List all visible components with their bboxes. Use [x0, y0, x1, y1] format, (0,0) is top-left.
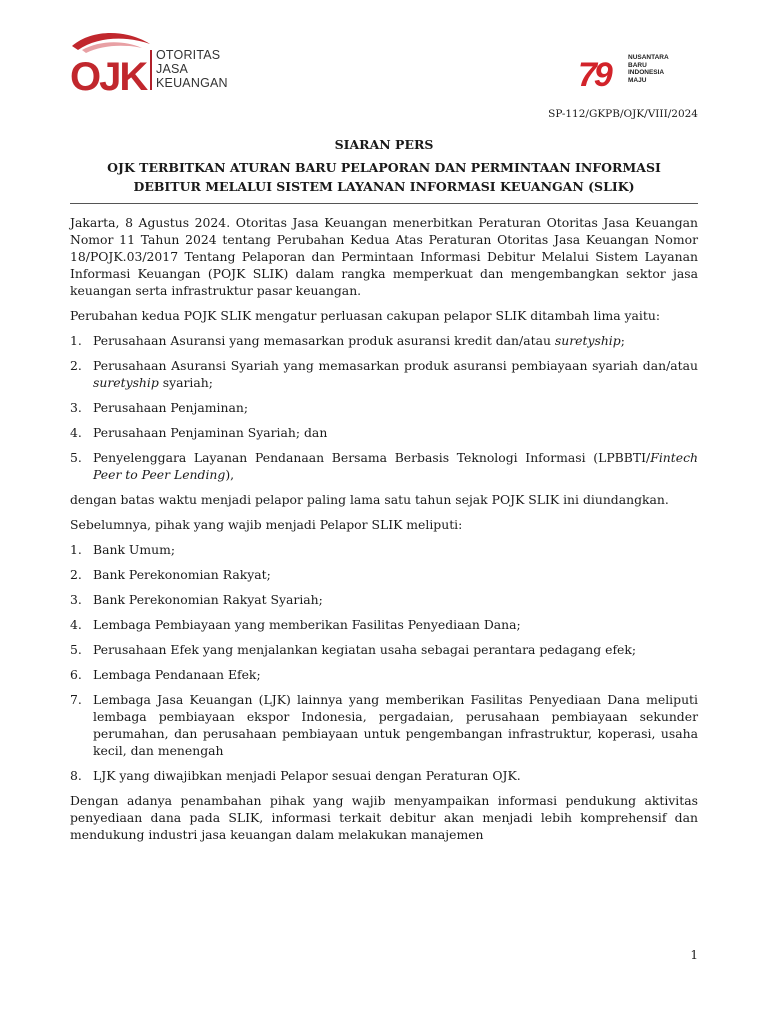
- paragraph-previous: Sebelumnya, pihak yang wajib menjadi Pelapor SLIK meliputi:: [70, 517, 463, 532]
- list-item: 1. Perusahaan Asuransi yang memasarkan produk asuransi kredit dan/atau suretyship;: [70, 333, 625, 348]
- headline-line-1: OJK TERBITKAN ATURAN BARU PELAPORAN DAN PERMINTAAN INFORMASI: [107, 160, 661, 175]
- ojk-org-line-3: KEUANGAN: [156, 76, 228, 90]
- headline-line-2: DEBITUR MELALUI SISTEM LAYANAN INFORMASI KEUANGAN (SLIK): [133, 179, 635, 194]
- list-item: 2. Perusahaan Asuransi Syariah yang memasarkan produk asuransi pembiayaan syariah dan/atau suretyship syariah;: [70, 358, 698, 390]
- list-item: 8. LJK yang diwajibkan menjadi Pelapor sesuai dengan Peraturan OJK.: [70, 768, 521, 783]
- ojk-org-line-1: OTORITAS: [156, 48, 221, 62]
- ojk-org-line-2: JASA: [156, 62, 189, 76]
- list-item: 5. Perusahaan Efek yang menjalankan kegiatan usaha sebagai perantara pedagang efek;: [70, 642, 637, 657]
- list-item: 1. Bank Umum;: [70, 542, 176, 557]
- headline-divider: [70, 203, 698, 204]
- tagline-line-4: MAJU: [628, 76, 647, 84]
- list-item: 7. Lembaga Jasa Keuangan (LJK) lainnya yang memberikan Fasilitas Penyediaan Dana meliputi lembaga pembiayaan ekspor Indonesia, pergadaian, perusahaan pembiayaan sekunder perumahan, dan perusahaan pembiayaan untuk pengembangan infrastruktur, koperasi, usaha kecil, dan menengah: [70, 692, 698, 758]
- tagline-line-3: INDONESIA: [628, 69, 665, 76]
- press-release-reference: SP-112/GKPB/OJK/VIII/2024: [548, 108, 698, 120]
- list-item: 6. Lembaga Pendanaan Efek;: [70, 667, 261, 682]
- list-item: 3. Perusahaan Penjaminan;: [70, 400, 248, 415]
- list-item: 3. Bank Perekonomian Rakyat Syariah;: [70, 592, 323, 607]
- new-reporters-list: [70, 332, 698, 483]
- ojk-org-name: [156, 48, 228, 90]
- body-content: [70, 214, 698, 851]
- page-number: 1: [690, 948, 698, 962]
- list-item: 2. Bank Perekonomian Rakyat;: [70, 567, 271, 582]
- anniversary-number: 79: [578, 56, 610, 92]
- existing-reporters-list: [70, 541, 698, 784]
- paragraph-expansion: Perubahan kedua POJK SLIK mengatur perluasan cakupan pelapor SLIK ditambah lima yaitu:: [70, 308, 661, 323]
- anniversary-logo-mark: [578, 52, 626, 92]
- ojk-logo-divider: [150, 50, 152, 90]
- anniversary-tagline: [628, 54, 669, 84]
- anniversary-logo: [578, 52, 698, 92]
- paragraph-deadline: dengan batas waktu menjadi pelapor paling lama satu tahun sejak POJK SLIK ini diundangkan.: [70, 492, 669, 507]
- ojk-logo-mark: [68, 28, 158, 98]
- paragraph-intro: Jakarta, 8 Agustus 2024. Otoritas Jasa Keuangan menerbitkan Peraturan Otoritas Jasa Keuangan Nomor 11 Tahun 2024 tentang Perubahan Kedua Atas Peraturan Otoritas Jasa Keuangan Nomor 18/POJK.03/2017 Tentang Pelaporan dan Permintaan Informasi Debitur Melalui Sistem Layanan Informasi Keuangan (POJK SLIK) dalam rangka memperkuat dan mengembangkan sektor jasa keuangan serta infrastruktur pasar keuangan.: [70, 215, 698, 298]
- list-item: 5. Penyelenggara Layanan Pendanaan Bersama Berbasis Teknologi Informasi (LPBBTI/Fintech Peer to Peer Lending),: [70, 450, 698, 482]
- tagline-line-1: NUSANTARA: [628, 54, 669, 61]
- ojk-logo-letters: OJK: [70, 55, 147, 98]
- list-item: 4. Lembaga Pembiayaan yang memberikan Fasilitas Penyediaan Dana;: [70, 617, 521, 632]
- ojk-logo: [68, 28, 248, 98]
- list-item: 4. Perusahaan Penjaminan Syariah; dan: [70, 425, 328, 440]
- headline: [80, 158, 688, 196]
- tagline-line-2: BARU: [628, 61, 647, 69]
- document-title: SIARAN PERS: [334, 137, 434, 152]
- paragraph-conclusion: Dengan adanya penambahan pihak yang wajib menyampaikan informasi pendukung aktivitas penyediaan dana pada SLIK, informasi terkait debitur akan menjadi lebih komprehensif dan mendukung industri jasa keuangan dalam melakukan manajemen: [70, 793, 698, 842]
